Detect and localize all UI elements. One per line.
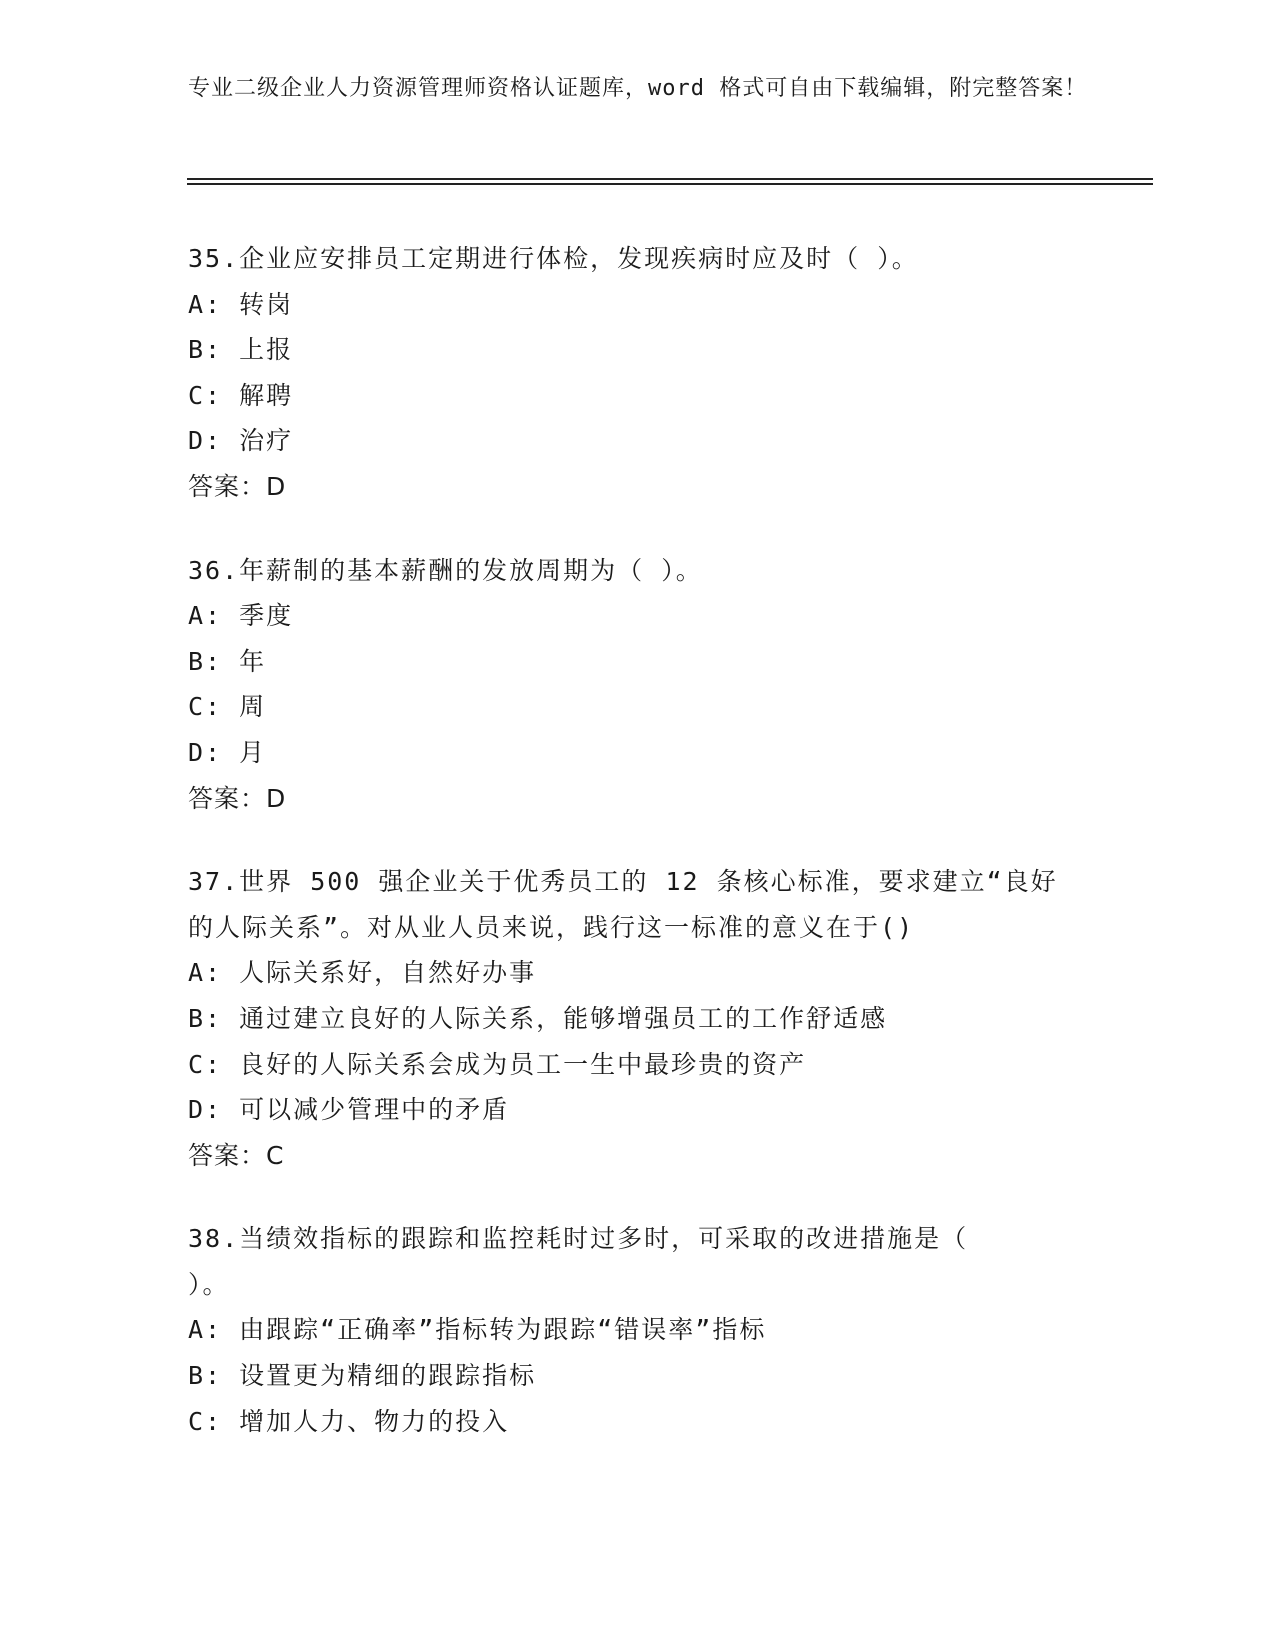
header-rule-lower [187,183,1153,185]
question-list [188,236,1088,1482]
answer-line: 答案：D [188,471,287,501]
answer-line: 答案：D [188,783,287,813]
document-header: 专业二级企业人力资源管理师资格认证题库，word 格式可自由下载编辑，附完整答案！ [188,76,1088,101]
option-a: A: 人际关系好，自然好办事 [188,958,537,988]
option-b: B: 设置更为精细的跟踪指标 [188,1361,537,1391]
answer-line: 答案：C [188,1140,285,1170]
question-36 [188,548,1088,822]
option-b: B: 通过建立良好的人际关系，能够增强员工的工作舒适感 [188,1003,888,1033]
option-d: D: 月 [188,737,267,767]
option-c: C: 良好的人际关系会成为员工一生中最珍贵的资产 [188,1049,807,1079]
header-rule-upper [187,178,1153,180]
option-c: C: 增加人力、物力的投入 [188,1406,510,1436]
option-c: C: 解聘 [188,380,294,410]
question-stem: 36.年薪制的基本薪酬的发放周期为（ ）。 [188,555,703,585]
question-38 [188,1216,1088,1444]
option-b: B: 上报 [188,335,294,365]
question-stem-line-2: ）。 [188,1269,230,1299]
option-d: D: 治疗 [188,426,294,456]
option-a: A: 季度 [188,601,294,631]
option-a: A: 由跟踪“正确率”指标转为跟踪“错误率”指标 [188,1315,767,1345]
option-c: C: 周 [188,692,267,722]
question-stem-line-2: 的人际关系”。对从业人员来说，践行这一标准的意义在于() [188,912,915,942]
question-stem: 35.企业应安排员工定期进行体检，发现疾病时应及时（ ）。 [188,244,919,273]
question-stem-line-1: 37.世界 500 强企业关于优秀员工的 12 条核心标准，要求建立“良好 [188,867,1058,897]
option-a: A: 转岗 [188,289,294,319]
question-stem-line-1: 38.当绩效指标的跟踪和监控耗时过多时，可采取的改进措施是（ [188,1224,969,1254]
option-d: D: 可以减少管理中的矛盾 [188,1095,510,1125]
question-35 [188,236,1088,510]
option-b: B: 年 [188,646,267,676]
question-37 [188,859,1088,1178]
